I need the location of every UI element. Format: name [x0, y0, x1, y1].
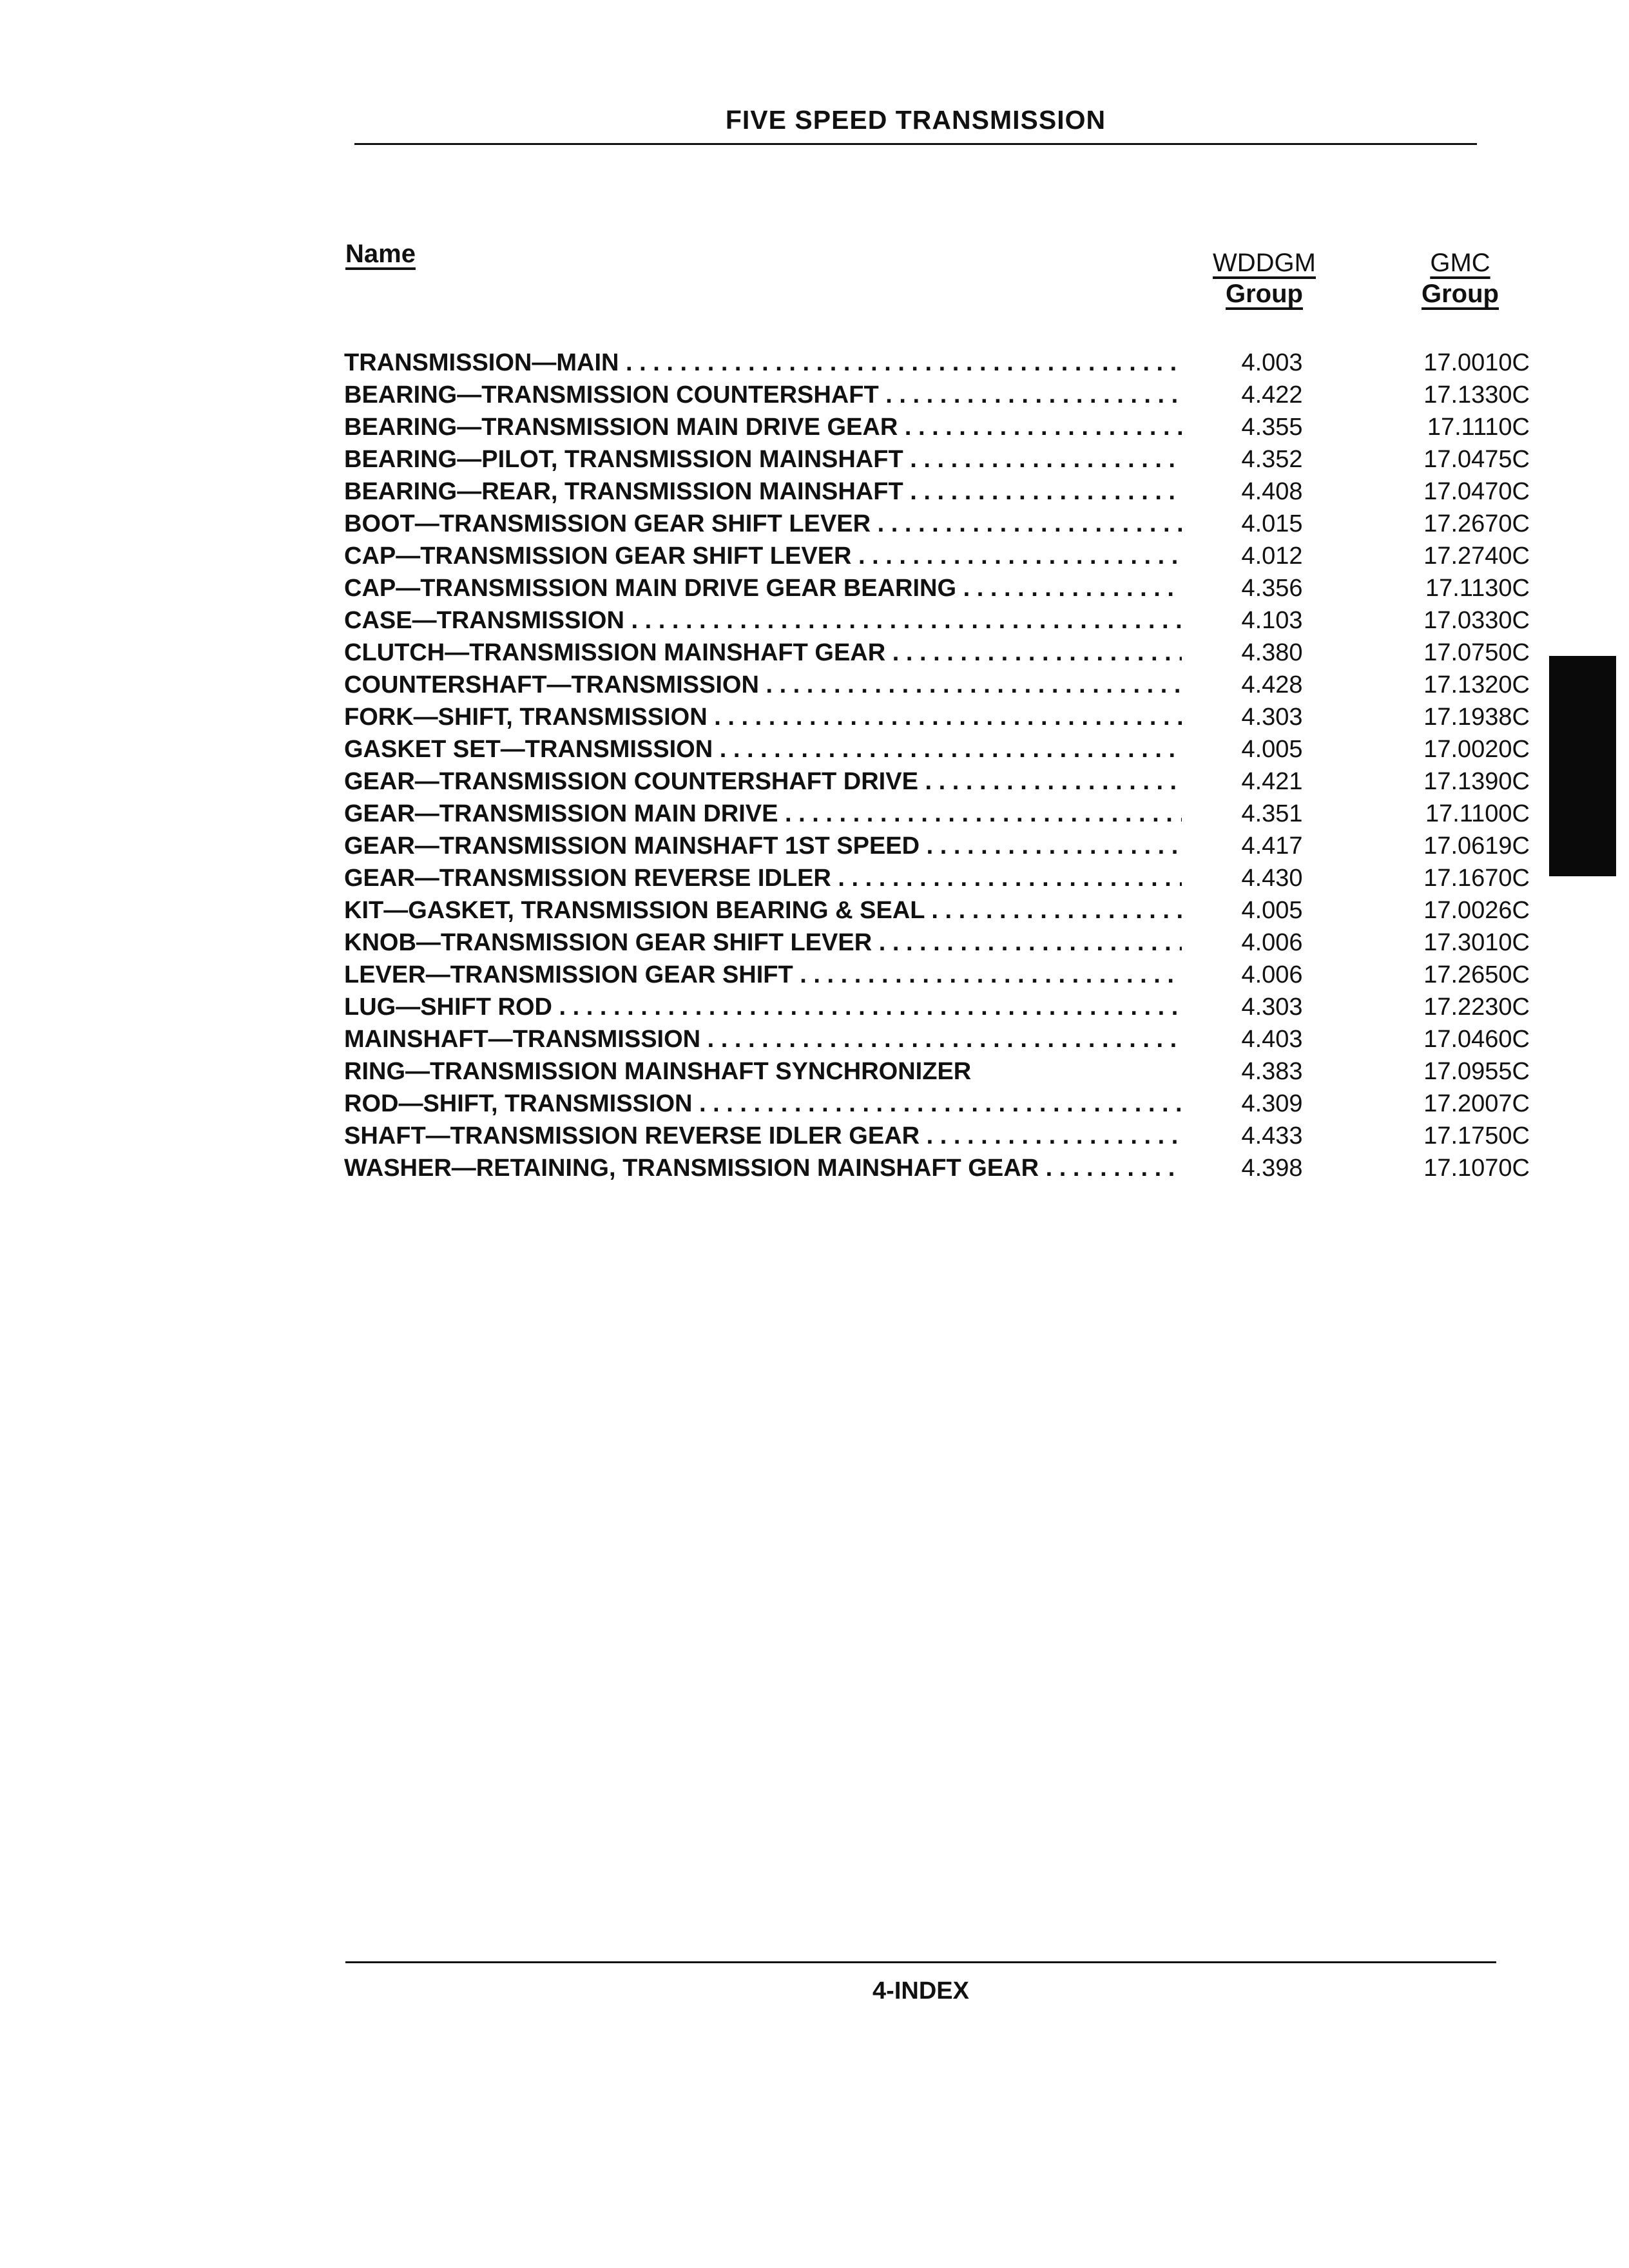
part-name — [344, 604, 1182, 637]
wddgm-group-value: 4.351 — [1241, 800, 1303, 827]
gmc-group-value: 17.1130C — [1425, 575, 1530, 602]
part-name — [344, 1023, 1182, 1055]
wddgm-group-value: 4.430 — [1241, 865, 1303, 892]
part-name — [344, 508, 1182, 540]
part-name-text: MAINSHAFT—TRANSMISSION — [344, 1026, 701, 1053]
gmc-group-value: 17.0460C — [1423, 1026, 1530, 1053]
part-name-text: COUNTERSHAFT—TRANSMISSION — [344, 671, 759, 698]
part-name-text: CASE—TRANSMISSION — [344, 607, 624, 634]
part-name — [344, 1055, 1182, 1088]
table-row — [344, 508, 1530, 540]
wddgm-group-value: 4.005 — [1241, 897, 1303, 924]
gmc-group-value: 17.2007C — [1423, 1090, 1530, 1117]
wddgm-group-value: 4.355 — [1241, 414, 1303, 441]
part-name — [344, 862, 1182, 894]
table-row — [344, 765, 1530, 798]
part-name — [344, 540, 1182, 572]
part-name — [344, 927, 1182, 959]
part-name-text: LEVER—TRANSMISSION GEAR SHIFT — [344, 961, 793, 988]
gmc-group-value: 17.0020C — [1423, 736, 1530, 763]
part-name — [344, 1120, 1182, 1152]
wddgm-group-value: 4.403 — [1241, 1026, 1303, 1053]
part-name-text: SHAFT—TRANSMISSION REVERSE IDLER GEAR — [344, 1122, 920, 1149]
part-name — [344, 347, 1182, 379]
wddgm-group-value: 4.303 — [1241, 704, 1303, 731]
table-row — [344, 1152, 1530, 1184]
part-name-text: BEARING—PILOT, TRANSMISSION MAINSHAFT — [344, 446, 903, 473]
part-name-text: BEARING—REAR, TRANSMISSION MAINSHAFT — [344, 478, 903, 505]
part-name-text: KIT—GASKET, TRANSMISSION BEARING & SEAL — [344, 897, 925, 924]
column-header-wddgm-top: WDDGM — [1213, 249, 1316, 277]
table-row — [344, 540, 1530, 572]
wddgm-group-value: 4.398 — [1241, 1155, 1303, 1182]
gmc-group-value: 17.0470C — [1423, 478, 1530, 505]
part-name-text: BEARING—TRANSMISSION MAIN DRIVE GEAR — [344, 414, 898, 441]
part-name-text: RING—TRANSMISSION MAINSHAFT SYNCHRONIZER — [344, 1058, 972, 1085]
table-row — [344, 347, 1530, 379]
wddgm-group-value: 4.417 — [1241, 832, 1303, 860]
wddgm-group-value: 4.003 — [1241, 349, 1303, 376]
gmc-group-value: 17.0475C — [1423, 446, 1530, 473]
part-name — [344, 669, 1182, 701]
wddgm-group-value: 4.380 — [1241, 639, 1303, 666]
gmc-group-value: 17.1070C — [1423, 1155, 1530, 1182]
part-name — [344, 379, 1182, 411]
wddgm-group-value: 4.421 — [1241, 768, 1303, 795]
table-row — [344, 669, 1530, 701]
gmc-group-value: 17.1320C — [1423, 671, 1530, 698]
wddgm-group-value: 4.352 — [1241, 446, 1303, 473]
part-name-text: GEAR—TRANSMISSION MAIN DRIVE — [344, 800, 778, 827]
column-header-name: Name — [345, 240, 416, 268]
part-name-text: GEAR—TRANSMISSION REVERSE IDLER — [344, 865, 831, 892]
part-name-text: BOOT—TRANSMISSION GEAR SHIFT LEVER — [344, 510, 871, 537]
gmc-group-value: 17.1390C — [1423, 768, 1530, 795]
wddgm-group-value: 4.383 — [1241, 1058, 1303, 1085]
gmc-group-value: 17.1330C — [1423, 381, 1530, 408]
gmc-group-value: 17.0026C — [1423, 897, 1530, 924]
table-row — [344, 862, 1530, 894]
table-row — [344, 637, 1530, 669]
gmc-group-value: 17.1750C — [1423, 1122, 1530, 1149]
wddgm-group-value: 4.015 — [1241, 510, 1303, 537]
part-name — [344, 798, 1182, 830]
part-name — [344, 765, 1182, 798]
table-row — [344, 1055, 1530, 1088]
wddgm-group-value: 4.006 — [1241, 961, 1303, 988]
wddgm-group-value: 4.422 — [1241, 381, 1303, 408]
page-footer: 4-INDEX — [872, 1977, 969, 2004]
part-name — [344, 411, 1182, 443]
part-name — [344, 1152, 1182, 1184]
title-rule — [354, 143, 1477, 145]
table-row — [344, 476, 1530, 508]
wddgm-group-value: 4.012 — [1241, 543, 1303, 570]
table-row — [344, 798, 1530, 830]
table-row — [344, 927, 1530, 959]
gmc-group-value: 17.1938C — [1423, 704, 1530, 731]
table-row — [344, 894, 1530, 927]
part-name — [344, 443, 1182, 476]
part-name-text: CAP—TRANSMISSION MAIN DRIVE GEAR BEARING — [344, 575, 957, 602]
page-title: FIVE SPEED TRANSMISSION — [725, 105, 1106, 135]
part-name — [344, 733, 1182, 765]
part-name — [344, 572, 1182, 604]
table-row — [344, 959, 1530, 991]
column-header-gmc-bottom: Group — [1422, 280, 1499, 308]
table-row — [344, 701, 1530, 733]
part-name — [344, 476, 1182, 508]
part-name-text: CLUTCH—TRANSMISSION MAINSHAFT GEAR — [344, 639, 886, 666]
gmc-group-value: 17.0330C — [1423, 607, 1530, 634]
wddgm-group-value: 4.408 — [1241, 478, 1303, 505]
wddgm-group-value: 4.005 — [1241, 736, 1303, 763]
wddgm-group-value: 4.356 — [1241, 575, 1303, 602]
part-name-text: FORK—SHIFT, TRANSMISSION — [344, 704, 708, 731]
gmc-group-value: 17.1670C — [1423, 865, 1530, 892]
part-name-text: WASHER—RETAINING, TRANSMISSION MAINSHAFT GEAR — [344, 1155, 1039, 1182]
table-row — [344, 1088, 1530, 1120]
wddgm-group-value: 4.309 — [1241, 1090, 1303, 1117]
gmc-group-value: 17.2670C — [1423, 510, 1530, 537]
part-name — [344, 894, 1182, 927]
gmc-group-value: 17.3010C — [1423, 929, 1530, 956]
part-name — [344, 1088, 1182, 1120]
wddgm-group-value: 4.428 — [1241, 671, 1303, 698]
part-name-text: CAP—TRANSMISSION GEAR SHIFT LEVER — [344, 543, 852, 570]
part-name-text: BEARING—TRANSMISSION COUNTERSHAFT — [344, 381, 879, 408]
table-row — [344, 572, 1530, 604]
table-row — [344, 1120, 1530, 1152]
index-table — [344, 347, 1530, 1184]
column-header-wddgm — [1187, 247, 1342, 309]
part-name-text: GEAR—TRANSMISSION COUNTERSHAFT DRIVE — [344, 768, 918, 795]
table-row — [344, 733, 1530, 765]
wddgm-group-value: 4.103 — [1241, 607, 1303, 634]
gmc-group-value: 17.2740C — [1423, 543, 1530, 570]
gmc-group-value: 17.2650C — [1423, 961, 1530, 988]
part-name — [344, 637, 1182, 669]
wddgm-group-value: 4.303 — [1241, 994, 1303, 1021]
column-header-gmc-top: GMC — [1430, 249, 1490, 277]
column-header-wddgm-bottom: Group — [1226, 280, 1303, 308]
table-row — [344, 1023, 1530, 1055]
table-row — [344, 443, 1530, 476]
gmc-group-value: 17.0955C — [1423, 1058, 1530, 1085]
table-row — [344, 379, 1530, 411]
gmc-group-value: 17.0010C — [1423, 349, 1530, 376]
gmc-group-value: 17.1110C — [1427, 414, 1530, 441]
part-name-text: TRANSMISSION—MAIN — [344, 349, 619, 376]
part-name-text: ROD—SHIFT, TRANSMISSION — [344, 1090, 693, 1117]
footer-rule — [345, 1961, 1496, 1963]
section-tab-marker — [1549, 656, 1616, 876]
wddgm-group-value: 4.006 — [1241, 929, 1303, 956]
part-name-text: GASKET SET—TRANSMISSION — [344, 736, 713, 763]
table-row — [344, 991, 1530, 1023]
gmc-group-value: 17.0619C — [1423, 832, 1530, 860]
part-name-text: KNOB—TRANSMISSION GEAR SHIFT LEVER — [344, 929, 872, 956]
table-row — [344, 604, 1530, 637]
part-name — [344, 959, 1182, 991]
part-name — [344, 830, 1182, 862]
part-name — [344, 991, 1182, 1023]
part-name — [344, 701, 1182, 733]
table-row — [344, 411, 1530, 443]
part-name-text: GEAR—TRANSMISSION MAINSHAFT 1ST SPEED — [344, 832, 920, 860]
wddgm-group-value: 4.433 — [1241, 1122, 1303, 1149]
column-header-gmc — [1383, 247, 1537, 309]
table-row — [344, 830, 1530, 862]
part-name-text: LUG—SHIFT ROD — [344, 994, 552, 1021]
gmc-group-value: 17.0750C — [1423, 639, 1530, 666]
gmc-group-value: 17.1100C — [1425, 800, 1530, 827]
gmc-group-value: 17.2230C — [1423, 994, 1530, 1021]
